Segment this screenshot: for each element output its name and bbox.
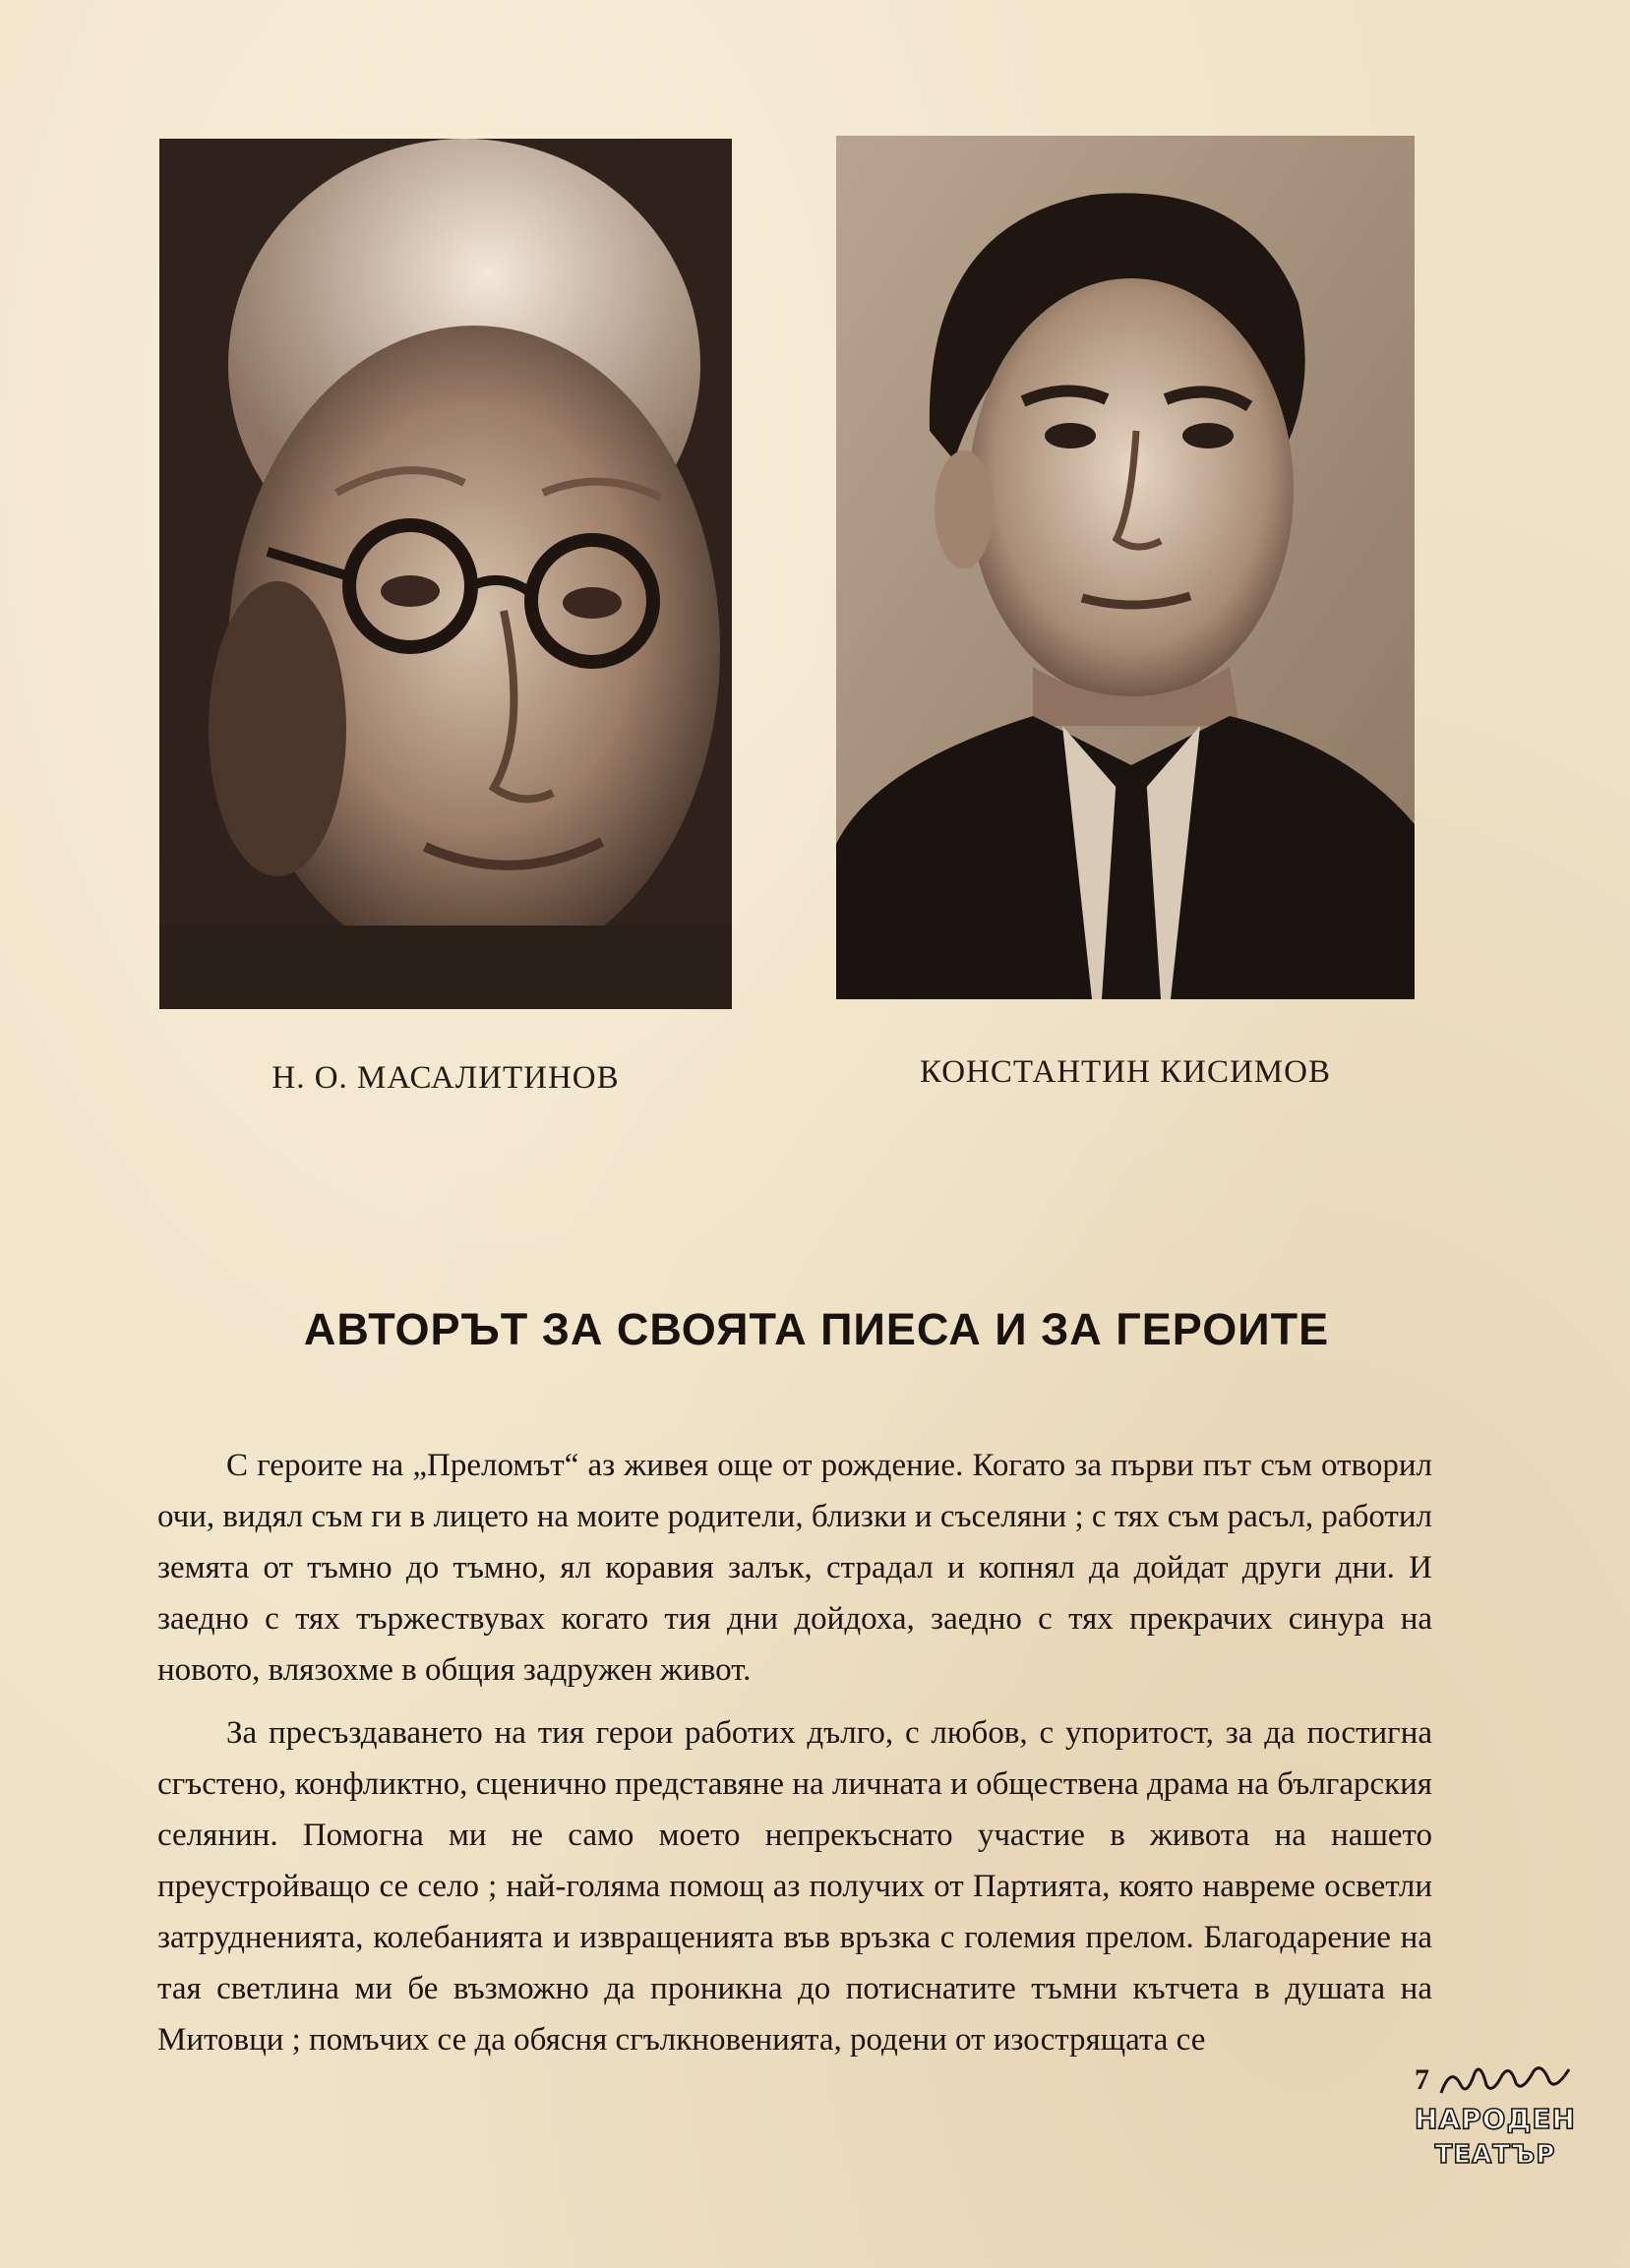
page-number: 7 bbox=[1415, 2063, 1429, 2096]
signature-mark bbox=[1431, 2056, 1579, 2105]
article-title: АВТОРЪТ ЗА СВОЯТА ПИЕСА И ЗА ГЕРОИТЕ bbox=[303, 1304, 1330, 1354]
stamp-text-line-2: ТЕАТЪР bbox=[1434, 2140, 1556, 2170]
portrait-kisimov-image bbox=[836, 136, 1415, 999]
article-body bbox=[157, 1440, 1432, 2077]
portrait-caption-kisimov: КОНСТАНТИН КИСИМОВ bbox=[920, 1054, 1331, 1090]
portrait-masalitinov-image bbox=[159, 139, 732, 1009]
article-paragraph-1: С героите на „Преломът“ аз живея още от рождение. Когато за първи път съм отворил очи, видял съм ги в лицето на моите родители, близки и съселяни ; с тях съм расъл, работил земята от тъмно до тъмно, ял коравия залък, страдал и копнял да дойдат други дни. И заедно с тях тържествувах когато тия дни дойдоха, заедно с тях прекрачих синура на новото, влязохме в общия задружен живот. bbox=[157, 1448, 1432, 1688]
portrait-caption-masalitinov: Н. О. МАСАЛИТИНОВ bbox=[272, 1060, 620, 1096]
theatre-stamp-logo bbox=[1402, 2056, 1589, 2203]
article-paragraph-2: За пресъздаването на тия герои работих дълго, с любов, с упоритост, за да постигна сгъстено, конфликтно, сценично представяне на личната и обществена драма на българския селянин. Помогна ми не само моето непрекъснато участие в живота на нашето преустройващо се село ; най-голяма помощ аз получих от Партията, която навреме осветли затрудненията, колебанията и извращенията във връзка с големия прелом. Благодарение на тая светлина ми бе възможно да проникна до потиснатите тъмни кътчета в душата на Митовци ; помъчих се да обясня сгълкновенията, родени от изострящата се bbox=[157, 1715, 1432, 2058]
portrait-photo-kisimov bbox=[836, 136, 1415, 999]
portrait-photo-masalitinov bbox=[159, 139, 732, 1009]
stamp-text-line-1: НАРОДЕН bbox=[1415, 2103, 1576, 2135]
